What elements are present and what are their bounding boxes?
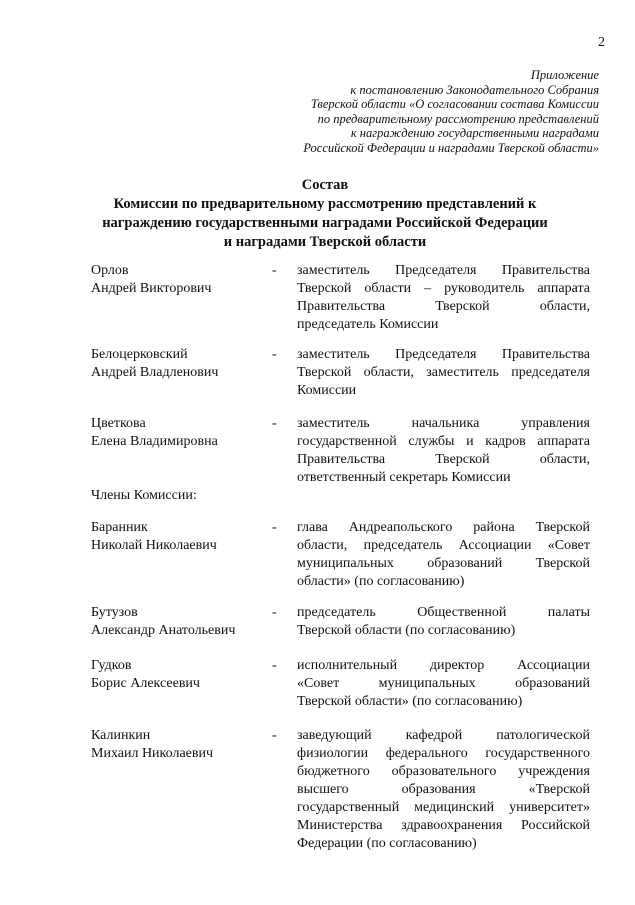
position-line: председатель Общественной палаты [297, 605, 590, 620]
member-name [91, 604, 271, 640]
member-position [297, 604, 590, 640]
appendix-line: по предварительному рассмотрению представлений [317, 111, 599, 126]
appendix-line: к постановлению Законодательного Собрания [350, 82, 599, 97]
position-line: Министерства здравоохранения Российской [297, 818, 590, 833]
position-line: Комиссии [297, 383, 357, 398]
member-given-names: Александр Анатольевич [91, 623, 236, 638]
separator-dash: - [272, 263, 277, 278]
position-line: государственный медицинский университет» [297, 800, 590, 815]
member-position [297, 727, 590, 853]
member-surname: Калинкин [91, 728, 151, 743]
position-line: заведующий кафедрой патологической [297, 728, 590, 743]
member-name [91, 519, 271, 555]
position-line: глава Андреапольского района Тверской [297, 520, 590, 535]
member-surname: Орлов [91, 263, 129, 278]
member-name [91, 727, 271, 763]
member-given-names: Михаил Николаевич [91, 746, 214, 761]
position-line: высшего образования «Тверской [297, 782, 590, 797]
member-given-names: Елена Владимировна [91, 434, 218, 449]
separator-dash: - [272, 605, 277, 620]
member-given-names: Николай Николаевич [91, 538, 217, 553]
position-line: муниципальных образований Тверской [297, 556, 590, 571]
position-line: «Совет муниципальных образований [297, 676, 590, 691]
member-surname: Белоцерковский [91, 347, 188, 362]
member-surname: Цветкова [91, 416, 146, 431]
position-line: Правительства Тверской области, [297, 299, 590, 314]
separator-dash: - [272, 658, 277, 673]
appendix-line: Тверской области «О согласовании состава Комиссии [310, 97, 599, 111]
member-position [297, 519, 590, 591]
position-line: исполнительный директор Ассоциации [297, 658, 590, 673]
member-surname: Бутузов [91, 605, 138, 620]
position-line: Тверской области (по согласованию) [297, 623, 516, 638]
position-line: бюджетного образовательного учреждения [297, 764, 590, 779]
member-surname: Гудков [91, 658, 132, 673]
position-line: физиологии федерального государственного [297, 746, 590, 761]
member-given-names: Андрей Викторович [91, 281, 212, 296]
title-heading: Состав [301, 177, 349, 193]
member-position [297, 415, 590, 487]
position-line: Тверской области» (по согласованию) [297, 694, 523, 709]
member-position [297, 262, 590, 334]
position-line: ответственный секретарь Комиссии [297, 470, 511, 485]
position-line: Федерации (по согласованию) [297, 836, 477, 851]
position-line: заместитель Председателя Правительства [297, 263, 590, 278]
separator-dash: - [272, 416, 277, 431]
member-name [91, 346, 271, 382]
appendix-note [239, 68, 599, 155]
member-surname: Баранник [91, 520, 148, 535]
title-line: Комиссии по предварительному рассмотрению представлений к [113, 196, 537, 212]
title-line: и наградами Тверской области [223, 234, 427, 250]
separator-dash: - [272, 520, 277, 535]
position-line: области, председатель Ассоциации «Совет [297, 538, 590, 553]
page-number: 2 [598, 35, 605, 50]
position-line: области» (по согласованию) [297, 574, 465, 589]
member-name [91, 262, 271, 298]
appendix-line: Приложение [530, 68, 599, 82]
appendix-line: к награждению государственными наградами [350, 126, 599, 140]
members-heading: Члены Комиссии: [91, 488, 197, 503]
member-position [297, 346, 590, 400]
appendix-line: Российской Федерации и наградами Тверской области» [303, 140, 599, 155]
position-line: заместитель начальника управления [297, 416, 590, 431]
position-line: Тверской области – руководитель аппарата [297, 281, 590, 296]
member-name [91, 415, 271, 451]
position-line: государственной службы и кадров аппарата [297, 434, 590, 449]
separator-dash: - [272, 728, 277, 743]
member-given-names: Андрей Владленович [91, 365, 219, 380]
document-title [60, 176, 590, 252]
position-line: Правительства Тверской области, [297, 452, 590, 467]
member-position [297, 657, 590, 711]
member-given-names: Борис Алексеевич [91, 676, 200, 691]
position-line: Тверской области, заместитель председателя [297, 365, 590, 380]
position-line: заместитель Председателя Правительства [297, 347, 590, 362]
title-line: награждению государственными наградами Российской Федерации [102, 215, 548, 231]
position-line: председатель Комиссии [297, 317, 439, 332]
member-name [91, 657, 271, 693]
separator-dash: - [272, 347, 277, 362]
